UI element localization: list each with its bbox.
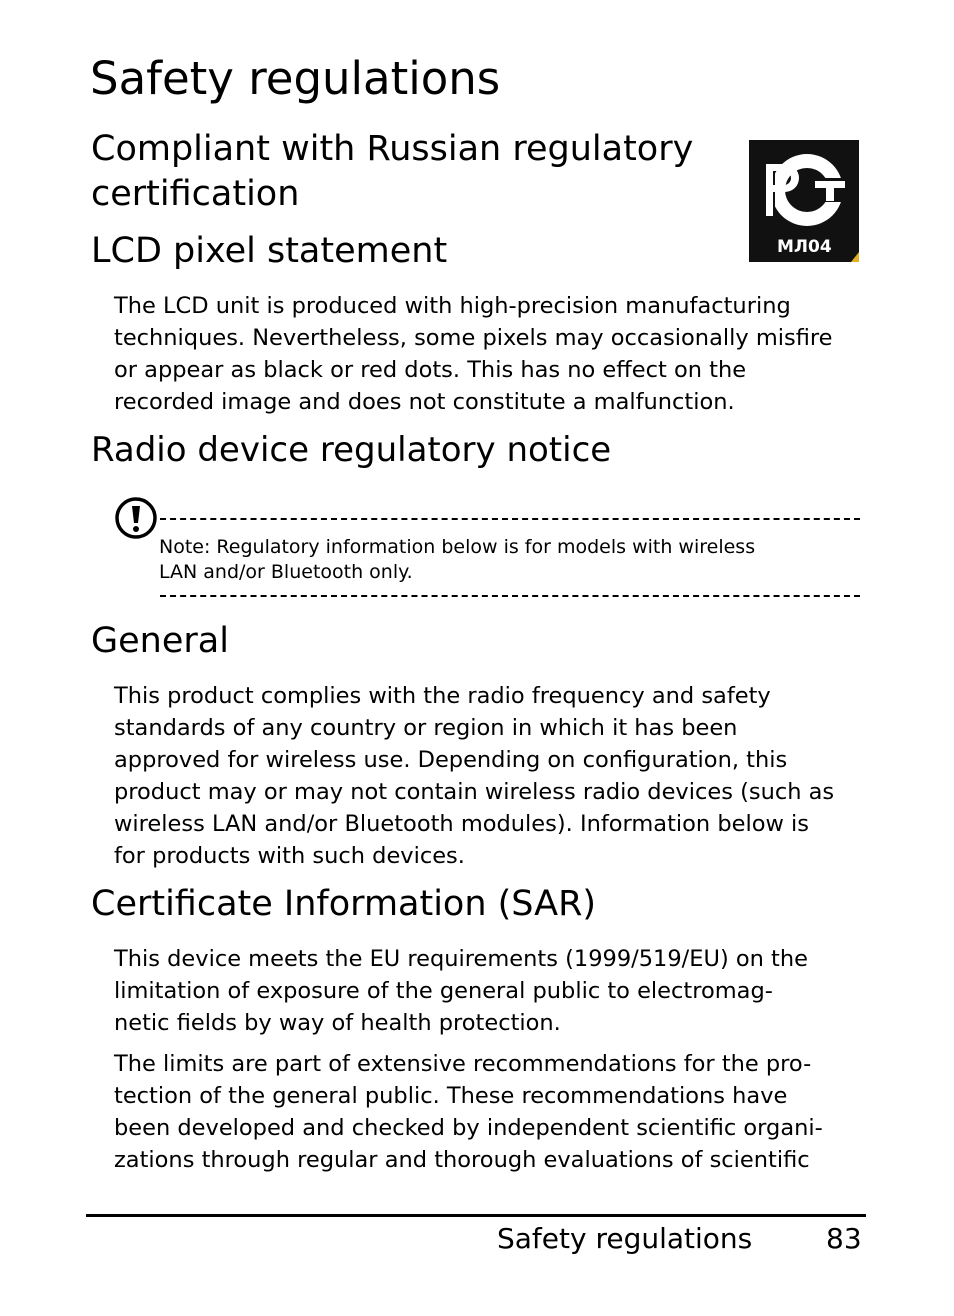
general-line: approved for wireless use. Depending on configuration, this bbox=[114, 747, 788, 773]
note-text bbox=[159, 535, 859, 585]
lcd-line: The LCD unit is produced with high-precision manufacturing bbox=[114, 293, 791, 319]
general-line: for products with such devices. bbox=[114, 843, 465, 869]
sar-line: This device meets the EU requirements (1999/519/EU) on the bbox=[114, 946, 808, 972]
logo-code-text: МЛ04 bbox=[777, 237, 832, 257]
sar-line: The limits are part of extensive recommendations for the pro- bbox=[114, 1051, 812, 1077]
sar-line: been developed and checked by independent scientific organi- bbox=[114, 1115, 823, 1141]
footer-rule bbox=[86, 1214, 866, 1217]
pct-certification-logo bbox=[749, 140, 859, 262]
lcd-line: or appear as black or red dots. This has no effect on the bbox=[114, 357, 747, 383]
general-paragraph bbox=[114, 680, 874, 872]
general-heading: General bbox=[91, 621, 229, 661]
lcd-line: techniques. Nevertheless, some pixels may occasionally misfire bbox=[114, 325, 833, 351]
page-title: Safety regulations bbox=[90, 52, 501, 105]
footer-page-number: 83 bbox=[826, 1222, 862, 1255]
sar-line: zations through regular and thorough evaluations of scientific bbox=[114, 1147, 810, 1173]
sar-paragraph-2 bbox=[114, 1048, 874, 1176]
sar-line: tection of the general public. These recommendations have bbox=[114, 1083, 788, 1109]
general-line: standards of any country or region in which it has been bbox=[114, 715, 738, 741]
note-exclamation-icon bbox=[114, 496, 158, 540]
sar-heading: Certificate Information (SAR) bbox=[91, 884, 597, 924]
sar-line: netic fields by way of health protection. bbox=[114, 1010, 561, 1036]
sar-paragraph-1 bbox=[114, 943, 874, 1039]
general-line: wireless LAN and/or Bluetooth modules). Information below is bbox=[114, 811, 810, 837]
sar-line: limitation of exposure of the general public to electromag- bbox=[114, 978, 773, 1004]
russian-cert-heading-line2: certification bbox=[91, 174, 300, 214]
lcd-heading: LCD pixel statement bbox=[91, 231, 448, 271]
lcd-line: recorded image and does not constitute a malfunction. bbox=[114, 389, 735, 415]
russian-cert-heading-line1: Compliant with Russian regulatory bbox=[91, 129, 694, 169]
general-line: This product complies with the radio frequency and safety bbox=[114, 683, 771, 709]
note-label: Note bbox=[159, 536, 204, 558]
note-divider-top bbox=[160, 518, 860, 520]
note-divider-bottom bbox=[160, 595, 860, 597]
footer-section-title: Safety regulations bbox=[497, 1222, 753, 1255]
general-line: product may or may not contain wireless radio devices (such as bbox=[114, 779, 835, 805]
lcd-paragraph bbox=[114, 290, 874, 418]
radio-heading: Radio device regulatory notice bbox=[91, 430, 612, 470]
note-line1: : Regulatory information below is for models with wireless bbox=[203, 536, 756, 558]
note-line2: LAN and/or Bluetooth only. bbox=[159, 561, 413, 583]
